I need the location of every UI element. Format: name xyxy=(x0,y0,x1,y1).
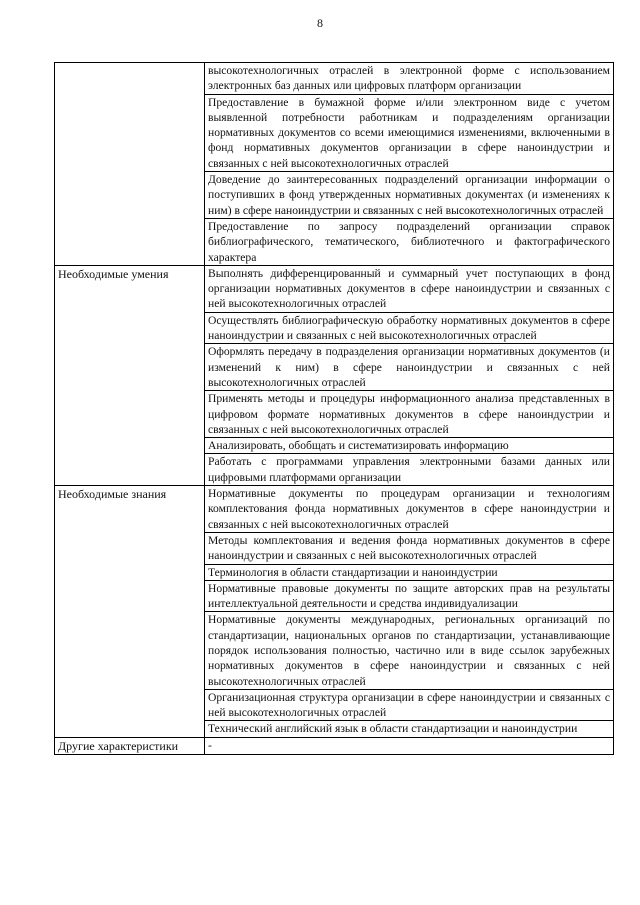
table-cell: Предоставление в бумажной форме и/или электронном виде с учетом выявленной потребности работникам и подразделениям организации нормативных документов со всеми имеющимися изменениями, включенными в фонд нормативных документов организации в сфере наноиндустрии и связанных с ней высокотехнологичных отраслей xyxy=(205,94,614,171)
table-row xyxy=(55,265,614,312)
table-cell: Анализировать, обобщать и систематизировать информацию xyxy=(205,438,614,454)
section-label: Необходимые умения xyxy=(55,265,205,485)
table-cell: Технический английский язык в области стандартизации и наноиндустрии xyxy=(205,721,614,737)
table-cell: Оформлять передачу в подразделения организации нормативных документов (и изменений к ним) в сфере наноиндустрии и связанных с ней высокотехнологичных отраслей xyxy=(205,344,614,391)
page-number: 8 xyxy=(317,16,323,30)
section-label: Необходимые знания xyxy=(55,486,205,738)
table-cell: Выполнять дифференцированный и суммарный учет поступающих в фонд организации нормативных документов в сфере наноиндустрии и связанных с ней высокотехнологичных отраслей xyxy=(205,265,614,312)
table-cell: Доведение до заинтересованных подразделений организации информации о поступивших в фонд утвержденных нормативных документах (и изменениях к ним) в сфере наноиндустрии и связанных с ней высокотехнологичных отраслей xyxy=(205,172,614,219)
section-label xyxy=(55,63,205,266)
table-cell: Методы комплектования и ведения фонда нормативных документов в сфере наноиндустрии и связанных с ней высокотехнологичных отраслей xyxy=(205,532,614,564)
table-cell: Работать с программами управления электронными базами данных или цифровыми платформами организации xyxy=(205,454,614,486)
table-cell: высокотехнологичных отраслей в электронной форме с использованием электронных баз данных или цифровых платформ организации xyxy=(205,63,614,95)
table-cell: Предоставление по запросу подразделений организации справок библиографического, тематического, библиотечного и фактографического характера xyxy=(205,218,614,265)
table-cell: Нормативные документы международных, региональных организаций по стандартизации, национальных органов по стандартизации, устанавливающие порядок использования полностью, частично или в виде ссылок зарубежных нормативных документов в сфере наноиндустрии и связанных с ней высокотехнологичных отраслей xyxy=(205,612,614,689)
table-cell: Осуществлять библиографическую обработку нормативных документов в сфере наноиндустрии и связанных с ней высокотехнологичных отраслей xyxy=(205,312,614,344)
table-row xyxy=(55,737,614,754)
table-cell: Нормативные правовые документы по защите авторских прав на результаты интеллектуальной деятельности и средства индивидуализации xyxy=(205,580,614,612)
section-label: Другие характеристики xyxy=(55,737,205,754)
table-cell: - xyxy=(205,737,614,754)
characteristics-table xyxy=(54,62,614,755)
table-cell: Организационная структура организации в сфере наноиндустрии и связанных с ней высокотехнологичных отраслей xyxy=(205,689,614,721)
table-cell: Применять методы и процедуры информационного анализа представленных в цифровом формате нормативных документов в сфере наноиндустрии и связанных с ней высокотехнологичных отраслей xyxy=(205,391,614,438)
table-cell: Терминология в области стандартизации и наноиндустрии xyxy=(205,564,614,580)
table-cell: Нормативные документы по процедурам организации и технологиям комплектования фонда нормативных документов в сфере наноиндустрии и связанных с ней высокотехнологичных отраслей xyxy=(205,486,614,533)
table-row xyxy=(55,63,614,95)
table-row xyxy=(55,486,614,533)
